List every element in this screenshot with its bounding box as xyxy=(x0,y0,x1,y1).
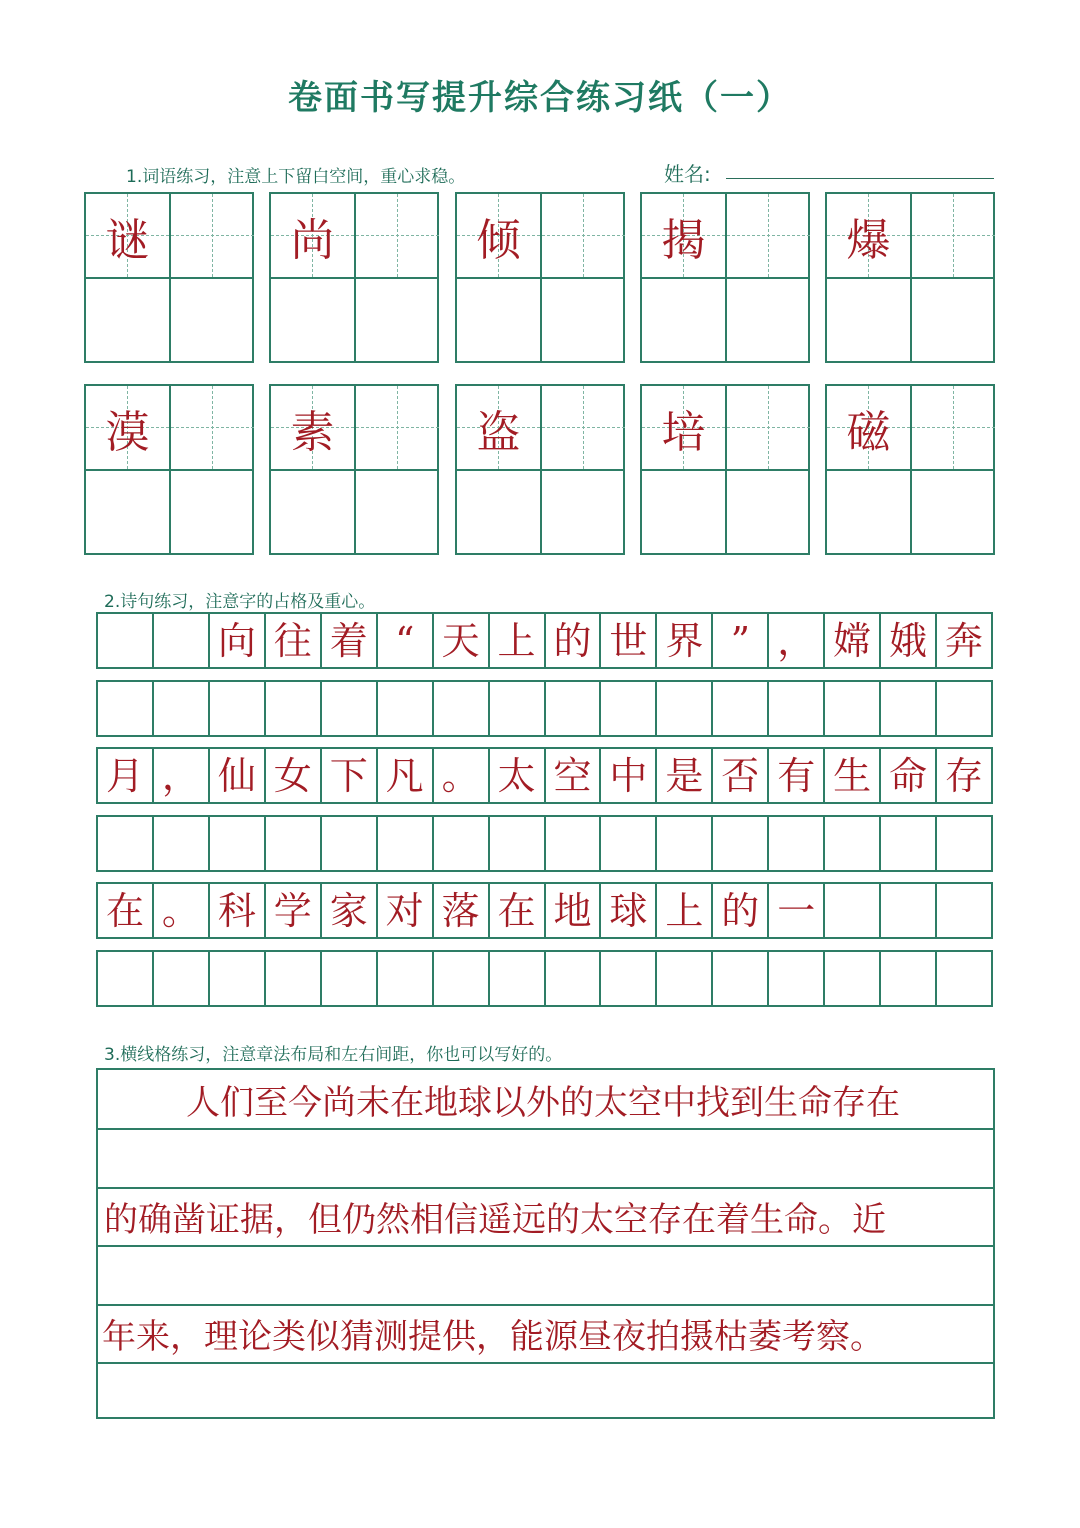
practice-character: 培 xyxy=(661,406,706,458)
grid-cell[interactable]: 学 xyxy=(266,884,322,937)
grid-cell[interactable]: 的 xyxy=(546,614,602,667)
grid-cell[interactable] xyxy=(657,952,713,1005)
grid-cell[interactable] xyxy=(881,817,937,870)
grid-cell[interactable]: ” xyxy=(713,614,769,667)
grid-cell[interactable] xyxy=(769,817,825,870)
grid-cell[interactable]: 命 xyxy=(881,749,937,802)
section3-label: 3.横线格练习，注意章法布局和左右间距，你也可以写好的。 xyxy=(104,1045,563,1065)
practice-character: 爆 xyxy=(846,214,891,266)
word-block[interactable] xyxy=(269,192,439,363)
grid-cell[interactable] xyxy=(490,682,546,735)
name-label: 姓名: xyxy=(664,162,711,186)
grid-cell[interactable]: 上 xyxy=(490,614,546,667)
grid-cell[interactable]: 凡 xyxy=(378,749,434,802)
grid-cell[interactable]: 球 xyxy=(601,884,657,937)
grid-cell[interactable] xyxy=(154,614,210,667)
grid-cell[interactable] xyxy=(937,884,991,937)
grid-cell[interactable]: 一 xyxy=(769,884,825,937)
word-block[interactable] xyxy=(825,192,995,363)
word-block[interactable] xyxy=(640,192,810,363)
grid-cell[interactable] xyxy=(546,952,602,1005)
grid-cell[interactable]: 界 xyxy=(657,614,713,667)
grid-cell[interactable]: 科 xyxy=(210,884,266,937)
grid-cell[interactable] xyxy=(713,682,769,735)
practice-character: 盗 xyxy=(476,406,521,458)
grid-cell[interactable] xyxy=(546,682,602,735)
grid-cell[interactable]: 往 xyxy=(266,614,322,667)
grid-cell[interactable] xyxy=(825,817,881,870)
grid-cell[interactable]: 世 xyxy=(601,614,657,667)
word-block[interactable] xyxy=(825,384,995,555)
handwriting-line[interactable]: 年来，理论类似猜测提供，能源昼夜拍摄枯萎考察。 xyxy=(102,1316,884,1357)
grid-cell[interactable] xyxy=(713,817,769,870)
grid-cell[interactable] xyxy=(937,682,991,735)
grid-cell[interactable] xyxy=(210,817,266,870)
grid-cell[interactable]: 天 xyxy=(434,614,490,667)
grid-cell[interactable] xyxy=(98,614,154,667)
grid-cell[interactable] xyxy=(378,952,434,1005)
grid-cell[interactable] xyxy=(322,952,378,1005)
practice-character: 素 xyxy=(290,406,335,458)
grid-cell[interactable] xyxy=(210,682,266,735)
grid-cell[interactable] xyxy=(490,817,546,870)
word-block[interactable] xyxy=(269,384,439,555)
grid-cell[interactable]: 的 xyxy=(713,884,769,937)
grid-row xyxy=(96,747,993,804)
grid-cell[interactable] xyxy=(98,817,154,870)
word-block[interactable] xyxy=(640,384,810,555)
grid-cell[interactable] xyxy=(881,884,937,937)
grid-cell[interactable] xyxy=(825,682,881,735)
grid-cell[interactable]: 存 xyxy=(945,753,984,798)
grid-cell[interactable] xyxy=(154,682,210,735)
grid-cell[interactable] xyxy=(322,682,378,735)
practice-character: 揭 xyxy=(661,214,706,266)
grid-cell[interactable]: 太 xyxy=(490,749,546,802)
grid-row xyxy=(96,882,993,939)
grid-cell[interactable] xyxy=(490,952,546,1005)
grid-cell[interactable] xyxy=(210,952,266,1005)
grid-cell[interactable]: ， xyxy=(769,614,825,667)
grid-cell[interactable]: 落 xyxy=(434,884,490,937)
grid-cell[interactable]: 地 xyxy=(546,884,602,937)
grid-cell[interactable] xyxy=(713,952,769,1005)
lined-practice-box xyxy=(96,1068,995,1419)
grid-cell[interactable]: 下 xyxy=(322,749,378,802)
grid-cell[interactable] xyxy=(266,952,322,1005)
grid-cell[interactable]: 月 xyxy=(98,749,154,802)
ruled-line xyxy=(98,1128,993,1130)
grid-cell[interactable]: 对 xyxy=(378,884,434,937)
grid-cell[interactable]: 着 xyxy=(322,614,378,667)
grid-cell[interactable] xyxy=(266,682,322,735)
grid-cell[interactable] xyxy=(601,817,657,870)
grid-cell[interactable]: 中 xyxy=(601,749,657,802)
grid-cell[interactable]: 。 xyxy=(154,884,210,937)
grid-cell[interactable] xyxy=(546,817,602,870)
grid-cell[interactable] xyxy=(322,817,378,870)
grid-cell[interactable]: 有 xyxy=(769,749,825,802)
grid-row xyxy=(96,680,993,737)
grid-cell[interactable] xyxy=(98,682,154,735)
grid-cell[interactable] xyxy=(881,682,937,735)
practice-character: 谜 xyxy=(105,214,150,266)
section2-label: 2.诗句练习，注意字的占格及重心。 xyxy=(104,592,376,612)
grid-cell[interactable]: 仙 xyxy=(210,749,266,802)
grid-cell[interactable]: 家 xyxy=(322,884,378,937)
grid-cell[interactable]: 生 xyxy=(825,749,881,802)
word-block[interactable] xyxy=(84,384,254,555)
grid-cell[interactable] xyxy=(378,817,434,870)
practice-character: 漠 xyxy=(105,406,150,458)
grid-cell[interactable] xyxy=(769,952,825,1005)
word-block[interactable] xyxy=(84,192,254,363)
grid-cell[interactable]: 向 xyxy=(210,614,266,667)
handwriting-line[interactable]: 人们至今尚未在地球以外的太空中找到生命存在 xyxy=(186,1082,900,1123)
grid-cell[interactable] xyxy=(825,952,881,1005)
practice-character: 倾 xyxy=(476,214,521,266)
page-title: 卷面书写提升综合练习纸（一） xyxy=(288,78,792,118)
grid-cell[interactable] xyxy=(98,952,154,1005)
practice-character: 尚 xyxy=(290,214,335,266)
grid-row xyxy=(96,612,993,669)
grid-cell[interactable]: ， xyxy=(154,749,210,802)
grid-cell[interactable]: 上 xyxy=(657,884,713,937)
grid-cell[interactable] xyxy=(601,952,657,1005)
grid-cell[interactable] xyxy=(937,952,991,1005)
ruled-line xyxy=(98,1362,993,1364)
grid-cell[interactable]: 娥 xyxy=(881,614,937,667)
grid-cell[interactable] xyxy=(825,884,881,937)
grid-cell[interactable]: 空 xyxy=(546,749,602,802)
word-block[interactable] xyxy=(455,384,625,555)
practice-character: 磁 xyxy=(846,406,891,458)
section1-label: 1.词语练习，注意上下留白空间，重心求稳。 xyxy=(126,167,466,187)
grid-cell[interactable] xyxy=(769,682,825,735)
grid-cell[interactable] xyxy=(266,817,322,870)
grid-row xyxy=(96,950,993,1007)
grid-cell[interactable]: 是 xyxy=(657,749,713,802)
grid-cell[interactable] xyxy=(601,682,657,735)
grid-cell[interactable]: 在 xyxy=(98,884,154,937)
grid-row xyxy=(96,815,993,872)
grid-cell[interactable] xyxy=(657,817,713,870)
grid-cell[interactable] xyxy=(434,682,490,735)
grid-cell[interactable] xyxy=(881,952,937,1005)
grid-cell[interactable]: 在 xyxy=(490,884,546,937)
name-underline xyxy=(726,178,994,179)
grid-cell[interactable] xyxy=(937,817,991,870)
word-block[interactable] xyxy=(455,192,625,363)
grid-cell[interactable] xyxy=(154,817,210,870)
grid-cell[interactable]: 否 xyxy=(713,749,769,802)
grid-cell[interactable]: 女 xyxy=(266,749,322,802)
grid-cell[interactable]: “ xyxy=(378,614,434,667)
grid-cell[interactable]: 。 xyxy=(434,749,490,802)
grid-cell[interactable] xyxy=(378,682,434,735)
grid-cell[interactable] xyxy=(657,682,713,735)
grid-cell[interactable]: 嫦 xyxy=(825,614,881,667)
grid-cell[interactable] xyxy=(434,952,490,1005)
grid-cell[interactable] xyxy=(434,817,490,870)
grid-cell[interactable] xyxy=(154,952,210,1005)
grid-cell[interactable]: 奔 xyxy=(945,618,984,663)
handwriting-line[interactable]: 的确凿证据，但仍然相信遥远的太空存在着生命。近 xyxy=(104,1199,886,1240)
ruled-line xyxy=(98,1245,993,1247)
